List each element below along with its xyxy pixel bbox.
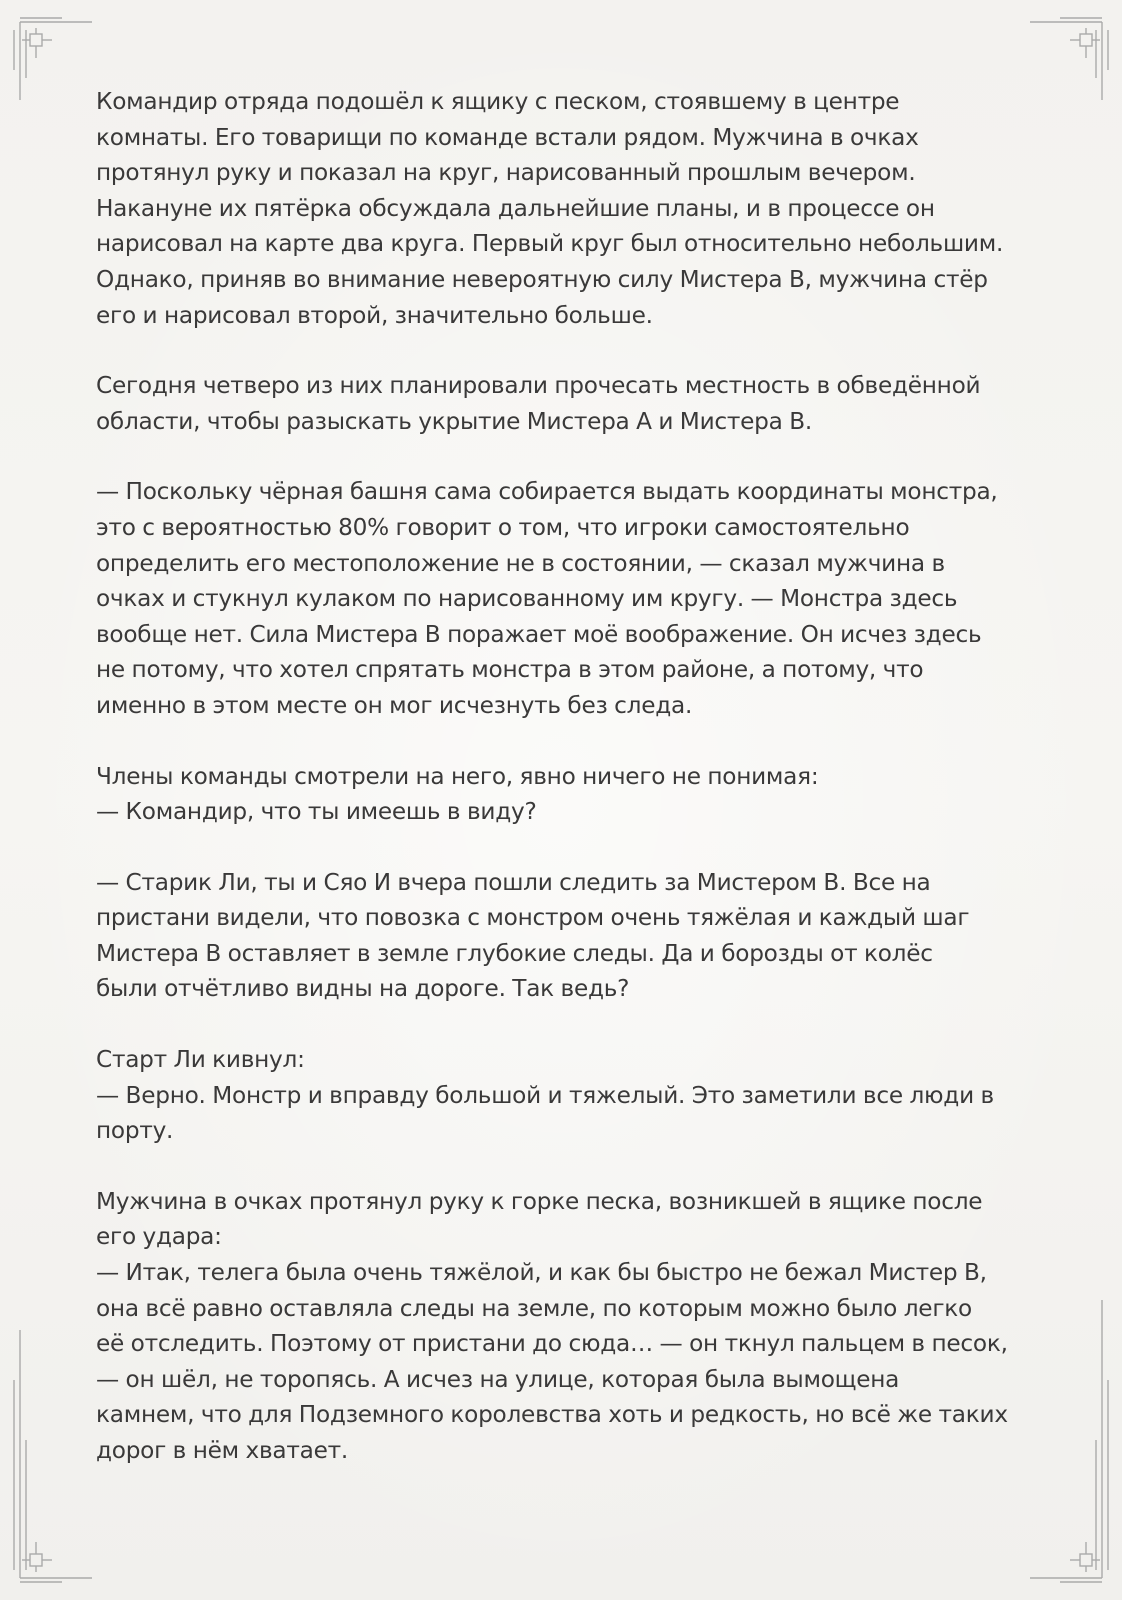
paragraph — [96, 1184, 1031, 1469]
text-line: — Верно. Монстр и вправду большой и тяжелый. Это заметили все люди в — [96, 1081, 994, 1109]
text-line: Командир отряда подошёл к ящику с песком, стоявшему в центре — [96, 88, 900, 115]
text-line: Мистера В оставляет в земле глубокие следы. Да и борозды от колёс — [96, 939, 933, 967]
text-line: очках и стукнул кулаком по нарисованному им кругу. — Монстра здесь — [96, 585, 958, 613]
corner-ornament-top-left-icon — [14, 18, 92, 100]
text-line: пристани видели, что повозка с монстром очень тяжёлая и каждый шаг — [96, 904, 970, 932]
text-line: его удара: — [96, 1223, 222, 1251]
paragraph — [96, 759, 1031, 830]
text-line: комнаты. Его товарищи по команде встали рядом. Мужчина в очках — [96, 123, 919, 151]
text-line: — Поскольку чёрная башня сама собирается выдать координаты монстра, — [96, 478, 998, 506]
text-line: — Итак, телега была очень тяжёлой, и как бы быстро не бежал Мистер В, — [96, 1259, 987, 1287]
text-line: протянул руку и показал на круг, нарисованный прошлым вечером. — [96, 159, 916, 187]
paragraph — [96, 368, 1031, 439]
text-line: именно в этом месте он мог исчезнуть без следа. — [96, 691, 693, 719]
text-line: — Старик Ли, ты и Сяо И вчера пошли следить за Мистером В. Все на — [96, 868, 931, 896]
text-line: Старт Ли кивнул: — [96, 1046, 305, 1074]
text-line: Сегодня четверо из них планировали прочесать местность в обведённой — [96, 372, 981, 400]
text-line: его и нарисовал второй, значительно больше. — [96, 301, 653, 329]
text-line: — он шёл, не торопясь. А исчез на улице, которая была вымощена — [96, 1365, 900, 1393]
text-line: были отчётливо видны на дороге. Так ведь? — [96, 975, 630, 1003]
text-line: её отследить. Поэтому от пристани до сюда… — он ткнул пальцем в песок, — [96, 1330, 1008, 1358]
corner-ornament-bottom-right-icon — [1030, 1300, 1108, 1582]
text-line: она всё равно оставляла следы на земле, по которым можно было легко — [96, 1294, 972, 1322]
paragraph — [96, 474, 1031, 723]
text-line: порту. — [96, 1117, 174, 1145]
text-line: Члены команды смотрели на него, явно ничего не понимая: — [96, 762, 819, 790]
text-line: это с вероятностью 80% говорит о том, что игроки самостоятельно — [96, 513, 910, 541]
text-line: Мужчина в очках протянул руку к горке песка, возникшей в ящике после — [96, 1187, 983, 1215]
text-line: вообще нет. Сила Мистера В поражает моё воображение. Он исчез здесь — [96, 620, 982, 648]
paragraph-list — [96, 84, 1031, 1469]
text-line: камнем, что для Подземного королевства хоть и редкость, но всё же таких — [96, 1401, 1008, 1429]
text-line: области, чтобы разыскать укрытие Мистера А и Мистера В. — [96, 407, 812, 435]
paragraph — [96, 1042, 1031, 1149]
text-line: Однако, приняв во внимание невероятную силу Мистера В, мужчина стёр — [96, 265, 988, 293]
paragraph — [96, 84, 1031, 333]
text-line: определить его местоположение не в состоянии, — сказал мужчина в — [96, 549, 945, 577]
text-line: дорог в нём хватает. — [96, 1437, 348, 1464]
text-line: Накануне их пятёрка обсуждала дальнейшие планы, и в процессе он — [96, 194, 935, 222]
paragraph — [96, 865, 1031, 1007]
corner-ornament-top-right-icon — [1030, 18, 1108, 100]
text-line: не потому, что хотел спрятать монстра в этом районе, а потому, что — [96, 656, 924, 684]
text-line: — Командир, что ты имеешь в виду? — [96, 798, 537, 826]
document-body — [96, 84, 1031, 1504]
text-line: нарисовал на карте два круга. Первый круг был относительно небольшим. — [96, 230, 1004, 258]
corner-ornament-bottom-left-icon — [14, 1330, 92, 1582]
